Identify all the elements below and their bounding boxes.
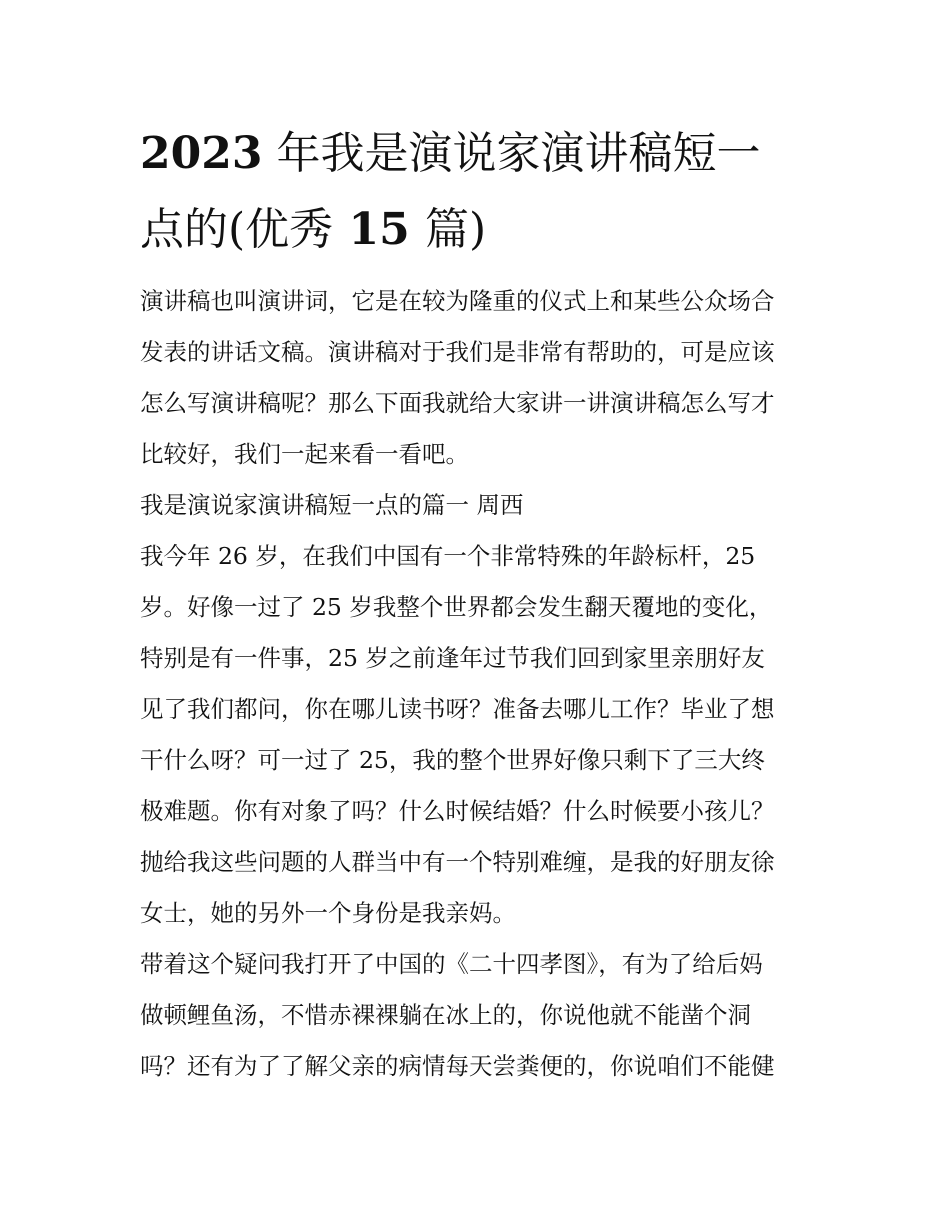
title-count: 15 <box>333 204 426 255</box>
body-line: 抛给我这些问题的人群当中有一个特别难缠，是我的好朋友徐 <box>140 848 775 876</box>
body-line: 我今年 26 岁，在我们中国有一个非常特殊的年龄标杆，25 <box>140 542 756 570</box>
body-line: 特别是有一件事，25 岁之前逢年过节我们回到家里亲朋好友 <box>140 644 765 672</box>
body-line: 发表的讲话文稿。演讲稿对于我们是非常有帮助的，可是应该 <box>140 338 775 366</box>
title-line2-text-b: 篇) <box>425 204 487 255</box>
section-heading: 我是演说家演讲稿短一点的篇一 周西 <box>140 491 524 519</box>
body-line: 怎么写演讲稿呢？那么下面我就给大家讲一讲演讲稿怎么写才 <box>140 389 775 417</box>
body-line: 演讲稿也叫演讲词，它是在较为隆重的仪式上和某些公众场合 <box>140 287 775 315</box>
title-line1-text: 年我是演说家演讲稿短一 <box>262 128 761 179</box>
body-line: 女士，她的另外一个身份是我亲妈。 <box>140 899 516 927</box>
document-body <box>140 276 830 1092</box>
body-line: 比较好，我们一起来看一看吧。 <box>140 440 469 468</box>
document-title <box>140 116 830 268</box>
title-line2-text-a: 点的(优秀 <box>140 204 334 255</box>
body-line: 极难题。你有对象了吗？什么时候结婚？什么时候要小孩儿？ <box>140 797 775 825</box>
body-line: 吗？还有为了了解父亲的病情每天尝粪便的，你说咱们不能健 <box>140 1052 775 1080</box>
body-line: 做顿鲤鱼汤，不惜赤裸裸躺在冰上的，你说他就不能凿个洞 <box>140 1001 751 1029</box>
title-year: 2023 <box>140 128 263 179</box>
body-line: 带着这个疑问我打开了中国的《二十四孝图》，有为了给后妈 <box>140 950 763 978</box>
body-line: 干什么呀？可一过了 25，我的整个世界好像只剩下了三大终 <box>140 746 765 774</box>
body-line: 岁。好像一过了 25 岁我整个世界都会发生翻天覆地的变化， <box>140 593 773 621</box>
body-line: 见了我们都问，你在哪儿读书呀？准备去哪儿工作？毕业了想 <box>140 695 775 723</box>
